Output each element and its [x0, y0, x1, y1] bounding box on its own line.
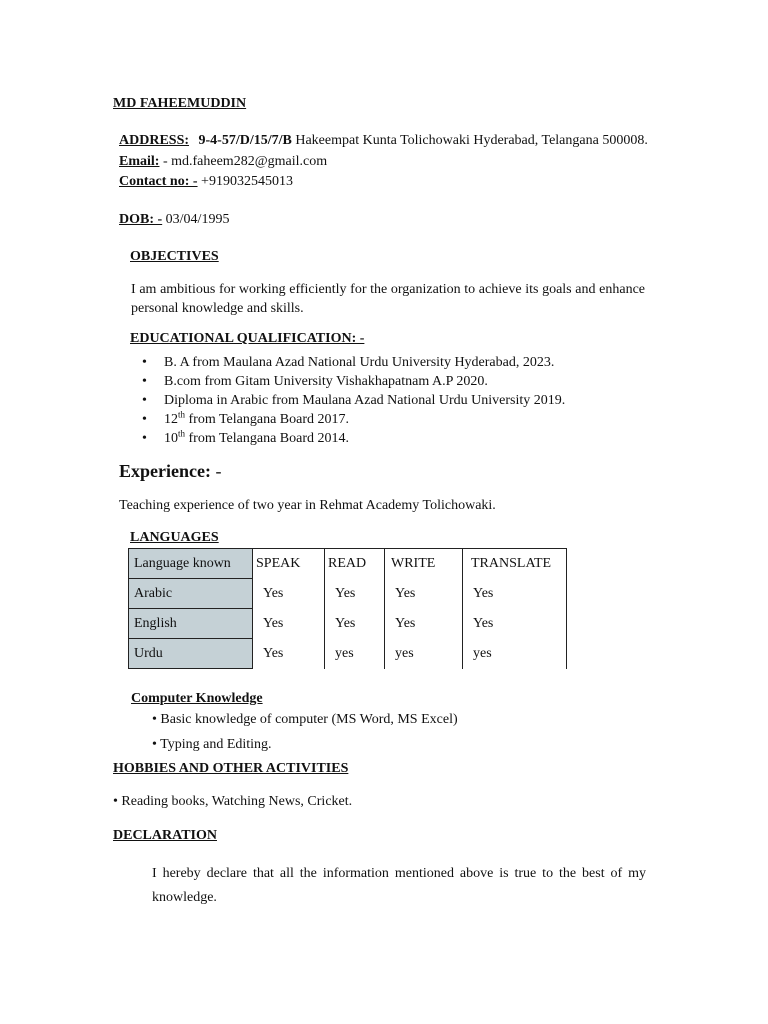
address-label: ADDRESS: [119, 133, 190, 148]
ordinal-suffix: th [178, 409, 186, 420]
computer-heading: Computer Knowledge [131, 691, 263, 706]
table-cell: Yes [253, 579, 325, 609]
email-label: Email: [119, 154, 160, 169]
education-item [139, 410, 565, 429]
objectives-heading: OBJECTIVES [130, 249, 219, 264]
objectives-text: I am ambitious for working efficiently for the organization to achieve its goals and enhance personal knowledge and skills. [131, 282, 645, 316]
table-cell: Yes [325, 579, 385, 609]
declaration-text: I hereby declare that all the information mentioned above is true to the best of my knowledge. [152, 866, 646, 905]
languages-heading: LANGUAGES [130, 530, 219, 545]
contact-line [119, 174, 293, 190]
contact-label: Contact no: - [119, 174, 198, 189]
education-heading: EDUCATIONAL QUALIFICATION: - [130, 331, 365, 346]
computer-item: • Basic knowledge of computer (MS Word, MS Excel) [152, 712, 458, 727]
email-value: - md.faheem282@gmail.com [159, 154, 328, 169]
table-cell: yes [463, 639, 567, 669]
education-item: • B. A from Maulana Azad National Urdu University Hyderabad, 2023. [139, 353, 565, 372]
table-cell: Arabic [129, 579, 253, 609]
table-cell: yes [385, 639, 463, 669]
dob-value: 03/04/1995 [162, 212, 230, 227]
computer-item: • Typing and Editing. [152, 737, 272, 752]
experience-heading-label: Experience: [119, 461, 211, 481]
email-line [119, 154, 327, 170]
table-cell: Yes [463, 609, 567, 639]
dob-line [119, 212, 229, 228]
ordinal-suffix: th [178, 428, 186, 439]
table-row [129, 609, 567, 639]
hobbies-heading: HOBBIES AND OTHER ACTIVITIES [113, 761, 349, 776]
table-cell: English [129, 609, 253, 639]
education-item [139, 429, 565, 448]
education-item: • Diploma in Arabic from Maulana Azad National Urdu University 2019. [139, 391, 565, 410]
table-header-cell: Language known [129, 549, 253, 579]
table-header-cell: SPEAK [253, 549, 325, 579]
address-line [119, 133, 648, 149]
table-cell: Yes [385, 579, 463, 609]
table-row [129, 639, 567, 669]
table-cell: Yes [253, 609, 325, 639]
address-value: Hakeempat Kunta Tolichowaki Hyderabad, Telangana 500008. [291, 133, 648, 148]
grade-12: 12 [164, 412, 178, 427]
table-cell: yes [325, 639, 385, 669]
grade-12-detail: from Telangana Board 2017. [185, 412, 350, 427]
address-number: 9-4-57/D/15/7/B [198, 133, 292, 148]
hobbies-text: • Reading books, Watching News, Cricket. [113, 794, 353, 809]
contact-value: +919032545013 [197, 174, 293, 189]
table-cell: Yes [463, 579, 567, 609]
grade-10-detail: from Telangana Board 2014. [185, 431, 350, 446]
declaration-heading: DECLARATION [113, 828, 217, 843]
applicant-name: MD FAHEEMUDDIN [113, 96, 247, 111]
table-row [129, 579, 567, 609]
table-cell: Yes [253, 639, 325, 669]
experience-heading-suffix: - [210, 461, 222, 481]
table-cell: Yes [385, 609, 463, 639]
table-cell: Urdu [129, 639, 253, 669]
table-cell: Yes [325, 609, 385, 639]
languages-table [128, 548, 567, 669]
experience-heading [119, 461, 221, 482]
table-header-row [129, 549, 567, 579]
table-header-cell: WRITE [385, 549, 463, 579]
grade-10: 10 [164, 431, 178, 446]
experience-text: Teaching experience of two year in Rehmat Academy Tolichowaki. [119, 498, 496, 513]
education-list [139, 353, 565, 448]
table-header-cell: READ [325, 549, 385, 579]
education-item: • B.com from Gitam University Vishakhapatnam A.P 2020. [139, 372, 565, 391]
dob-label: DOB: - [119, 212, 163, 227]
table-header-cell: TRANSLATE [463, 549, 567, 579]
